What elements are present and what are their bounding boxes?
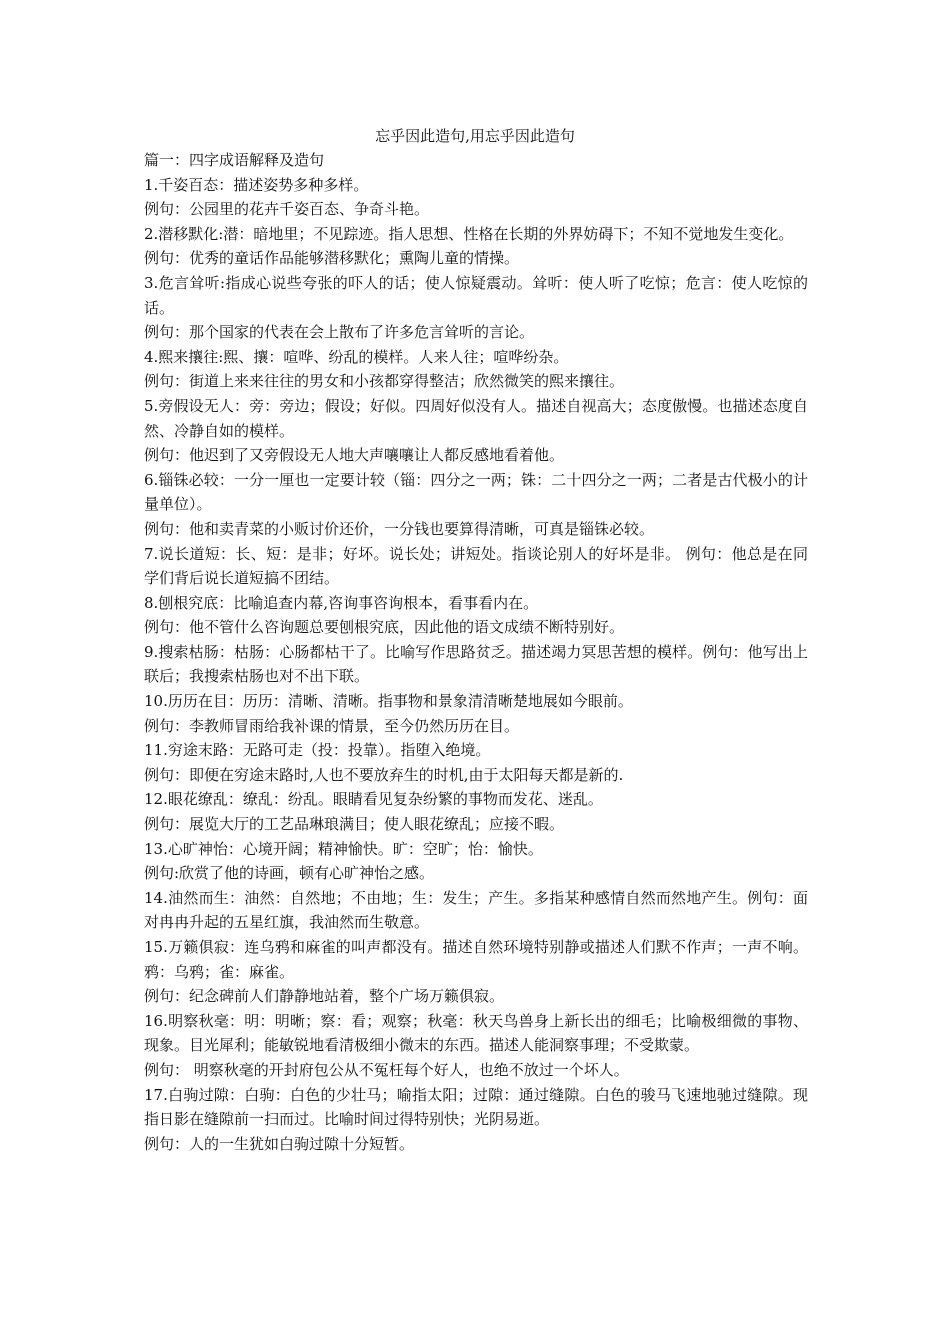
paragraph: 3.危言耸听:指成心说些夸张的吓人的话；使人惊疑震动。耸听：使人听了吃惊；危言：使人吃惊的话。	[144, 273, 808, 317]
paragraph: 例句： 明察秋毫的开封府包公从不冤枉每个好人，也绝不放过一个坏人。	[144, 1060, 629, 1079]
paragraph: 9.搜索枯肠：枯肠：心肠都枯干了。比喻写作思路贫乏。描述竭力冥思苦想的模样。例句：他写出上联后；我搜索枯肠也对不出下联。	[144, 642, 808, 686]
paragraph: 15.万籁俱寂：连乌鸦和麻雀的叫声都没有。描述自然环境特别静或描述人们默不作声；一声不响。鸦：乌鸦；雀：麻雀。	[144, 938, 808, 981]
paragraph: 篇一：四字成语解释及造句	[144, 151, 325, 169]
paragraph: 16.明察秋毫：明：明晰；察：看；观察；秋毫：秋天鸟兽身上新长出的细毛；比喻极细微的事物、现象。目光犀利；能敏锐地看清极细小微末的东西。描述人能洞察事理；不受欺蒙。	[144, 1011, 808, 1055]
paragraph: 例句：街道上来来往往的男女和小孩都穿得整洁；欣然微笑的熙来攘往。	[144, 372, 625, 391]
paragraph: 例句：他不管什么咨询题总要刨根究底，因此他的语文成绩不断特别好。	[144, 618, 625, 637]
paragraph: 例句:欣赏了他的诗画，顿有心旷神怡之感。	[144, 864, 435, 883]
paragraph: 1.千姿百态：描述姿势多种多样。	[144, 175, 369, 194]
paragraph: 4.熙来攘往:熙、攘：喧哗、纷乱的模样。人来人往；喧哗纷杂。	[144, 347, 569, 366]
paragraph: 11.穷途末路：无路可走（投：投靠）。指堕入绝境。	[144, 741, 491, 760]
paragraph: 7.说长道短：长、短：是非；好坏。说长处；讲短处。指谈论别人的好坏是非。 例句：他总是在同学们背后说长道短搞不团结。	[144, 544, 808, 588]
document-title: 忘乎因此造句,用忘乎因此造句	[375, 127, 575, 145]
paragraph: 例句：李教师冒雨给我补课的情景，至今仍然历历在目。	[144, 716, 520, 735]
paragraph: 12.眼花缭乱：缭乱：纷乱。眼睛看见复杂纷繁的事物而发花、迷乱。	[144, 790, 603, 809]
paragraph: 例句：即便在穷途末路时,人也不要放弃生的时机,由于太阳每天都是新的.	[144, 765, 624, 784]
paragraph: 例句：他迟到了又旁假设无人地大声嚷嚷让人都反感地看着他。	[144, 446, 565, 465]
paragraph: 17.白驹过隙：白驹：白色的少壮马；喻指太阳；过隙：通过缝隙。白色的骏马飞速地驰过缝隙。现指日影在缝隙前一扫而过。比喻时间过得特别快；光阴易逝。	[144, 1085, 808, 1129]
paragraph: 13.心旷神怡：心境开阔；精神愉快。旷：空旷；怡：愉快。	[144, 839, 543, 858]
paragraph: 8.刨根究底：比喻追查内幕,咨询事咨询根本，看事看内在。	[144, 593, 539, 612]
paragraph: 例句：人的一生犹如白驹过隙十分短暂。	[144, 1134, 415, 1153]
document-body	[144, 148, 808, 1156]
paragraph: 14.油然而生：油然：自然地；不由地；生：发生；产生。多指某种感情自然而然地产生。例句：面对冉冉升起的五星红旗，我油然而生敬意。	[144, 888, 808, 932]
paragraph: 例句：那个国家的代表在会上散布了许多危言耸听的言论。	[144, 323, 535, 342]
paragraph: 2.潜移默化:潜：暗地里；不见踪迹。指人思想、性格在长期的外界妨碍下；不知不觉地发生变化。	[144, 224, 794, 243]
paragraph: 10.历历在目：历历：清晰、清晰。指事物和景象清清晰楚地展如今眼前。	[144, 692, 633, 711]
paragraph: 例句：优秀的童话作品能够潜移默化；熏陶儿童的情操。	[144, 249, 520, 268]
paragraph: 例句：展览大厅的工艺品琳琅满目；使人眼花缭乱；应接不暇。	[144, 815, 565, 834]
paragraph: 6.锱铢必较：一分一厘也一定要计较（锱：四分之一两；铢：二十四分之一两；二者是古代极小的计量单位）。	[144, 470, 808, 514]
paragraph: 5.旁假设无人：旁：旁边；假设；好似。四周好似没有人。描述自视高大；态度傲慢。也描述态度自然、冷静自如的模样。	[144, 396, 808, 440]
paragraph: 例句：公园里的花卉千姿百态、争奇斗艳。	[144, 200, 430, 219]
paragraph: 例句：他和卖青菜的小贩讨价还价，一分钱也要算得清晰，可真是锱铢必较。	[144, 519, 655, 538]
paragraph: 例句：纪念碑前人们静静地站着，整个广场万籁俱寂。	[144, 987, 505, 1006]
